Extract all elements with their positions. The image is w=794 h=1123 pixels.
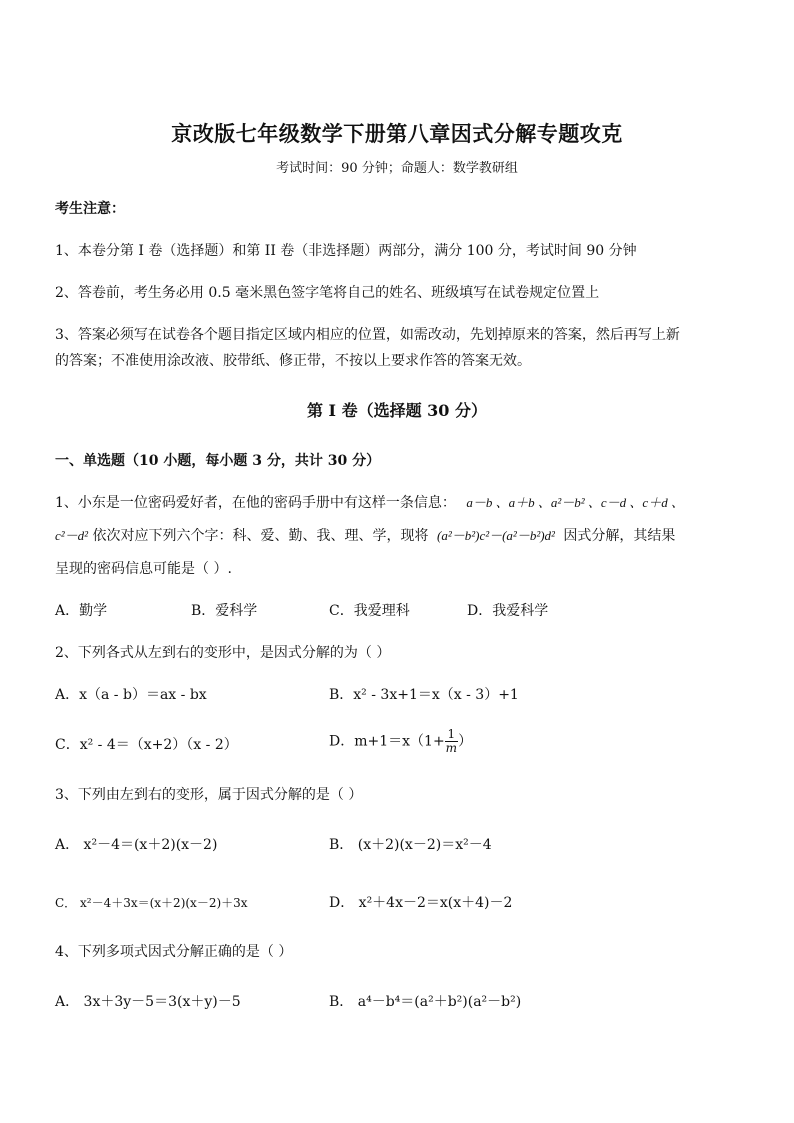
page-title: 京改版七年级数学下册第八章因式分解专题攻克 — [171, 121, 623, 146]
question-1-text-mid: 依次对应下列六个字：科、爱、勤、我、理、学，现将 — [92, 528, 429, 544]
question-1-option-d[interactable]: D．我爱科学 — [467, 603, 549, 619]
question-1-text: 1、小东是一位密码爱好者，在他的密码手册中有这样一条信息： — [55, 495, 456, 511]
question-2-option-d[interactable] — [329, 728, 472, 755]
notice-item-1: 1、本卷分第 I 卷（选择题）和第 II 卷（非选择题）两部分，满分 100 分，考试时间 90 分钟 — [55, 243, 637, 259]
question-2-option-a[interactable]: A．x（a - b）＝ax - bx — [55, 687, 207, 703]
section-title: 第 I 卷（选择题 30 分） — [306, 401, 488, 420]
question-1-line-1 — [55, 493, 684, 513]
notice-item-3-line-1: 3、答案必须写在试卷各个题目指定区域内相应的位置，如需改动，先划掉原来的答案，然后再写上新 — [55, 327, 680, 343]
fraction-numerator: 1 — [445, 728, 458, 742]
part-heading: 一、单选题（10 小题，每小题 3 分，共计 30 分） — [55, 453, 381, 469]
question-3-option-b[interactable]: B． (x＋2)(x－2)＝x²－4 — [329, 837, 492, 853]
notice-heading: 考生注意： — [55, 201, 125, 217]
question-2-option-c[interactable]: C．x² - 4＝（x+2）（x - 2） — [55, 737, 238, 753]
question-1-option-b[interactable]: B．爱科学 — [191, 603, 258, 619]
question-3-option-a[interactable]: A． x²－4＝(x＋2)(x－2) — [55, 837, 218, 853]
question-4-option-b[interactable]: B． a⁴－b⁴＝(a²＋b²)(a²－b²) — [329, 994, 522, 1010]
question-1-expression-cd: c²－d² — [55, 528, 89, 543]
question-4-option-a[interactable]: A． 3x＋3y－5＝3(x＋y)－5 — [55, 994, 241, 1010]
question-1-option-c[interactable]: C．我爱理科 — [329, 603, 410, 619]
question-2-option-d-pre: D．m+1＝x（1+ — [329, 733, 445, 750]
question-3-option-c[interactable]: C． x²－4＋3x＝(x＋2)(x－2)＋3x — [55, 896, 248, 910]
question-1-line-2 — [55, 526, 675, 546]
notice-item-2: 2、答卷前，考生务必用 0.5 毫米黑色签字笔将自己的姓名、班级填写在试卷规定位置上 — [55, 285, 600, 301]
question-3-option-d[interactable]: D． x²＋4x－2＝x(x＋4)－2 — [329, 895, 513, 911]
question-2-stem: 2、下列各式从左到右的变形中，是因式分解的为（ ） — [55, 645, 391, 661]
notice-item-3-line-2: 的答案；不准使用涂改液、胶带纸、修正带，不按以上要求作答的答案无效。 — [55, 353, 531, 369]
question-3-stem: 3、下列由左到右的变形，属于因式分解的是（ ） — [55, 787, 363, 803]
question-1-text-end: 因式分解，其结果 — [563, 528, 676, 544]
exam-info: 考试时间：90 分钟；命题人：数学教研组 — [276, 161, 518, 176]
question-4-stem: 4、下列多项式因式分解正确的是（ ） — [55, 944, 293, 960]
question-1-polynomial: (a²－b²)c²－(a²－b²)d² — [436, 528, 555, 543]
question-1-expressions: a－b 、a＋b 、a²－b² 、c－d 、c＋d 、 — [466, 495, 684, 510]
question-2-option-b[interactable]: B．x² - 3x+1＝x（x - 3）+1 — [329, 687, 519, 703]
question-1-line-3: 呈现的密码信息可能是（ ）. — [55, 561, 232, 577]
fraction-denominator: m — [445, 741, 458, 755]
fraction — [445, 728, 458, 755]
question-1-option-a[interactable]: A．勤学 — [55, 603, 108, 619]
question-2-option-d-post: ） — [458, 733, 473, 750]
